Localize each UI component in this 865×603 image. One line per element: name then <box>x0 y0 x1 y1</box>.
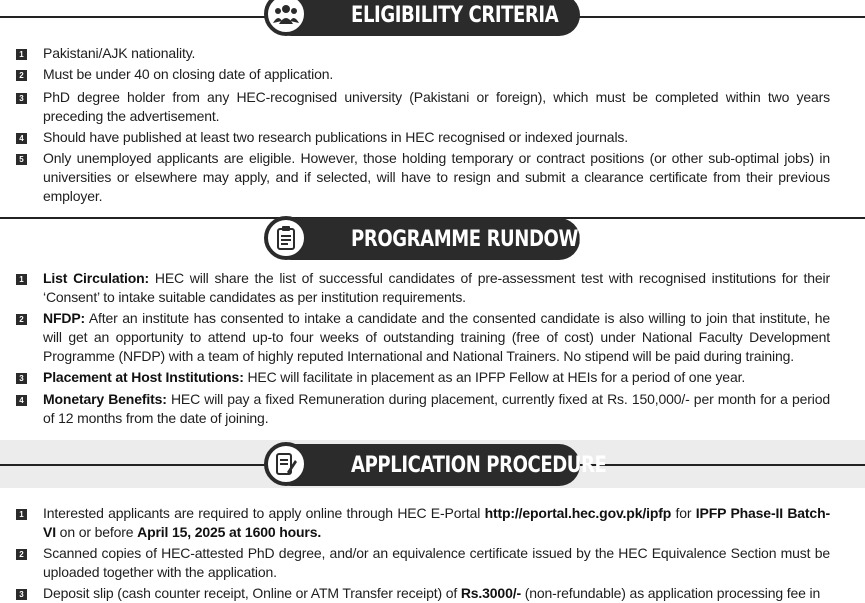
batch-name: IPFP Phase-II Batch-VI <box>43 505 830 540</box>
section-title: PROGRAMME RUNDOWN <box>351 226 593 252</box>
deadline: April 15, 2025 at 1600 hours. <box>137 524 322 540</box>
item-text: PhD degree holder from any HEC-recognised university (Pakistani or foreign), which must be completed within two years preceding the advertisement. <box>43 89 830 124</box>
eligibility-banner <box>270 0 580 36</box>
item-number: 4 <box>16 133 27 144</box>
item-body: HEC will facilitate in placement as an IPFP Fellow at HEIs for a period of one year. <box>243 369 746 385</box>
item-text <box>43 269 830 307</box>
people-icon <box>264 0 308 36</box>
section-title: APPLICATION PROCEDURE <box>351 452 607 478</box>
item-heading: Placement at Host Institutions: <box>43 369 244 385</box>
item-body: on or before <box>55 524 138 540</box>
item-text: Pakistani/AJK nationality. <box>43 45 196 61</box>
section-title: ELIGIBILITY CRITERIA <box>351 2 559 28</box>
item-number: 5 <box>16 154 27 165</box>
item-number: 3 <box>16 373 27 384</box>
item-number: 1 <box>16 49 27 60</box>
portal-url-link[interactable]: http://eportal.hec.gov.pk/ipfp <box>484 505 672 521</box>
item-text <box>43 584 830 603</box>
item-text <box>43 390 830 428</box>
item-number: 4 <box>16 395 27 406</box>
item-number: 1 <box>16 274 27 285</box>
item-text: Only unemployed applicants are eligible. However, those holding temporary or contract positions (or other sub-optimal jobs) in universities or elsewhere may apply, and if selected, will have to resign and submit a clearance certificate from their previous employer. <box>43 150 830 204</box>
item-number: 3 <box>16 93 27 104</box>
item-body: for <box>671 505 696 521</box>
item-text: Must be under 40 on closing date of application. <box>43 66 334 82</box>
item-number: 2 <box>16 549 27 560</box>
procedure-banner <box>270 444 607 486</box>
item-heading: List Circulation: <box>43 270 150 286</box>
item-body: Deposit slip (cash counter receipt, Online or ATM Transfer receipt) of <box>43 585 461 601</box>
item-text <box>43 309 830 366</box>
rundown-banner <box>270 218 593 260</box>
item-number: 2 <box>16 314 27 325</box>
item-heading: NFDP: <box>43 310 86 326</box>
item-body: HEC will share the list of successful candidates of pre-assessment test with recognised institutions for their ‘Consent’ to intake suitable candidates as per institution requirements. <box>43 270 830 305</box>
item-text: Should have published at least two research publications in HEC recognised or indexed journals. <box>43 129 628 145</box>
item-number: 3 <box>16 589 27 600</box>
fee-amount: Rs.3000/- <box>460 585 521 601</box>
item-heading: Monetary Benefits: <box>43 391 167 407</box>
form-pen-icon <box>264 442 308 486</box>
clipboard-icon <box>264 216 308 260</box>
item-text <box>43 504 830 542</box>
item-number: 2 <box>16 70 27 81</box>
item-text: Scanned copies of HEC-attested PhD degree, and/or an equivalence certificate issued by the HEC Equivalence Section must be uploaded together with the application. <box>43 545 830 580</box>
item-text <box>43 368 830 387</box>
item-number: 1 <box>16 509 27 520</box>
item-body: HEC will pay a fixed Remuneration during placement, currently fixed at Rs. 150,000/- per month for a period of 12 months from the date of joining. <box>43 391 830 426</box>
item-body: Interested applicants are required to apply online through HEC E-Portal <box>43 505 485 521</box>
item-body: (non-refundable) as application processing fee in <box>520 585 821 601</box>
item-body: After an institute has consented to intake a candidate and the consented candidate is also willing to join that institute, he will get an opportunity to attend up-to four weeks of outstanding training (free of cost) under National Faculty Development Programme (NFDP) with a team of highly reputed International and National Trainers. No stipend will be paid during training. <box>43 310 830 364</box>
